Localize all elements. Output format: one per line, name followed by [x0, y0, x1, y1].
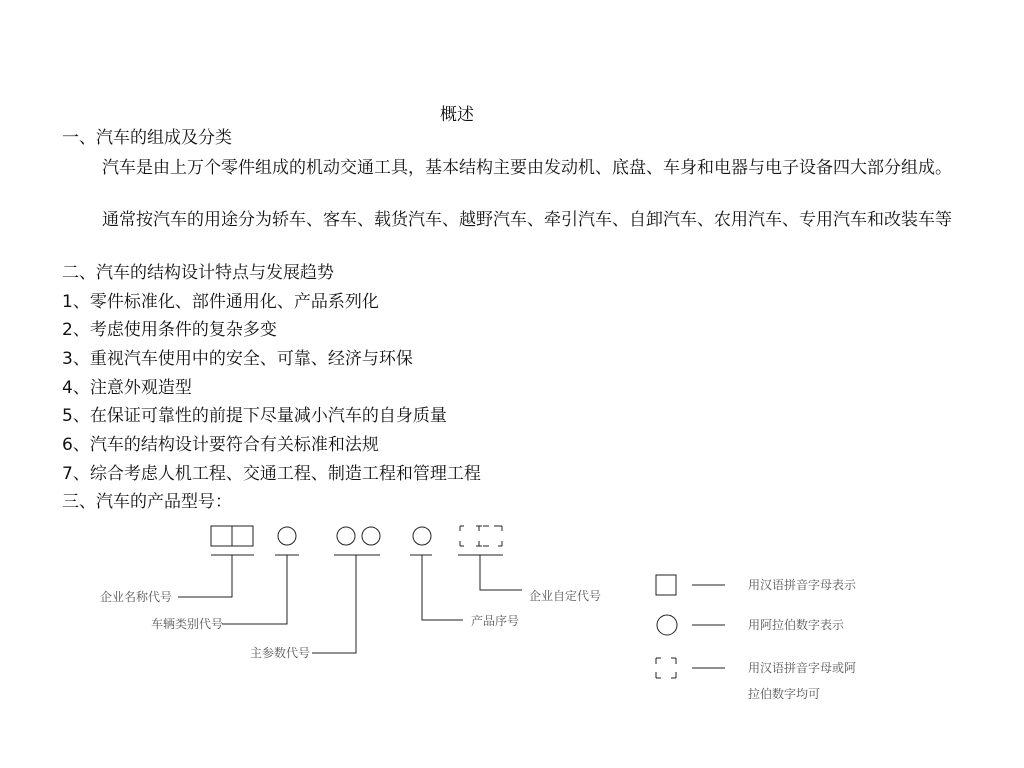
section-heading-3: 三、汽车的产品型号： — [62, 492, 232, 512]
list-item: 7、综合考虑人机工程、交通工程、制造工程和管理工程 — [62, 464, 481, 484]
list-item: 1、零件标准化、部件通用化、产品系列化 — [62, 292, 379, 312]
legend-dashed-text-1: 用汉语拼音字母或阿 — [748, 661, 857, 675]
custom-code-dashed-boxes — [460, 526, 502, 546]
paragraph-classification: 通常按汽车的用途分为轿车、客车、载货汽车、越野汽车、牵引汽车、自卸汽车、农用汽车、专用汽车和改装车等 — [102, 210, 952, 230]
class-code-circle — [278, 527, 296, 545]
param-code-circle-1 — [337, 527, 355, 545]
legend-square-text: 用汉语拼音字母表示 — [748, 578, 857, 592]
legend-dashed-square-icon — [656, 658, 676, 678]
list-item: 3、重视汽车使用中的安全、可靠、经济与环保 — [62, 349, 413, 369]
list-item: 4、注意外观造型 — [62, 378, 192, 398]
label-main-param: 主参数代号 — [250, 646, 311, 660]
list-item: 5、在保证可靠性的前提下尽量减小汽车的自身质量 — [62, 406, 447, 426]
legend-square-icon — [656, 575, 676, 595]
list-item: 6、汽车的结构设计要符合有关标准和法规 — [62, 435, 379, 455]
section-heading-2: 二、汽车的结构设计特点与发展趋势 — [62, 263, 334, 283]
param-code-circle-2 — [362, 527, 380, 545]
page-title: 概述 — [440, 105, 474, 125]
label-vehicle-class: 车辆类别代号 — [151, 617, 224, 631]
enterprise-code-boxes — [211, 526, 253, 546]
legend-circle-icon — [657, 615, 677, 635]
label-enterprise-name: 企业名称代号 — [100, 590, 173, 604]
legend-circle-text: 用阿拉伯数字表示 — [748, 618, 845, 632]
label-enterprise-custom: 企业自定代号 — [529, 589, 602, 603]
paragraph-composition: 汽车是由上万个零件组成的机动交通工具，基本结构主要由发动机、底盘、车身和电器与电子设备四大部分组成。 — [102, 158, 952, 178]
legend-dashed-text-2: 拉伯数字均可 — [748, 687, 821, 701]
section-heading-1: 一、汽车的组成及分类 — [62, 128, 232, 148]
leader-lines — [178, 555, 522, 653]
label-product-seq: 产品序号 — [471, 614, 520, 628]
seq-code-circle — [413, 527, 431, 545]
list-item: 2、考虑使用条件的复杂多变 — [62, 320, 277, 340]
